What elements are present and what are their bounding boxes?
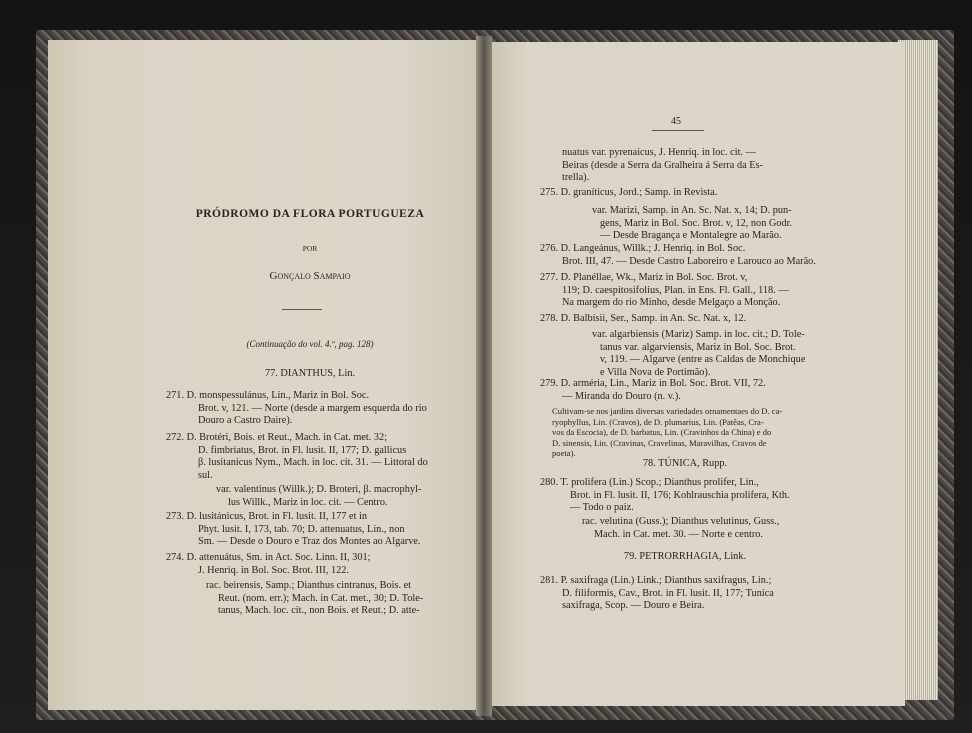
- genus-petrorrhagia-heading: [560, 551, 810, 564]
- line: Phyt. lusit. I, 173, tab. 70; D. attenuatus, Lin., non: [198, 523, 405, 535]
- page-number-rule: [652, 130, 704, 131]
- line: — Miranda do Douro (n. v.).: [562, 390, 681, 402]
- line: 281. P. saxifraga (Lin.) Link.; Dianthus saxifragus, Lin.;: [540, 575, 772, 586]
- line: Brot. III, 47. — Desde Castro Laboreiro e Larouco ao Marão.: [562, 255, 816, 267]
- line: 273. D. lusitánicus, Brot. in Fl. lusit. II, 177 et in: [166, 511, 368, 522]
- entry-275-var: [592, 205, 822, 243]
- entry-274: [166, 552, 446, 577]
- page-number: 45: [671, 116, 681, 127]
- entry-278-var: [592, 329, 822, 380]
- line: Brot. v, 121. — Norte (desde a margem esquerda do rio: [198, 402, 427, 414]
- genus-heading: 77. DIANTHUS, Lin.: [264, 368, 356, 379]
- line: lus Willk., Mariz in loc. cit. — Centro.: [228, 496, 388, 508]
- continuation-note: (Continuação do vol. 4.º, pag. 128): [246, 339, 374, 349]
- entry-279: [540, 378, 822, 403]
- line: 280. T. prolifera (Lin.) Scop.; Dianthus prolifer, Lin.,: [540, 477, 759, 488]
- line: — Desde Bragança e Montalegre ao Marão.: [600, 230, 782, 242]
- line: tanus, Mach. loc. cit., non Bois. et Reut.; D. atte-: [218, 605, 420, 617]
- line: poeta).: [552, 448, 576, 458]
- line: var. valentinus (Willk.); D. Broteri, β. macrophyl-: [216, 484, 422, 495]
- cultivation-note: [552, 406, 822, 459]
- title-rule: [282, 309, 322, 310]
- entry-271: [166, 390, 446, 428]
- entry-272-var: [216, 484, 446, 509]
- line: — Todo o paiz.: [570, 502, 634, 514]
- byline-por: POR: [302, 244, 318, 253]
- line: 79. PETRORRHAGIA, Link.: [623, 551, 747, 562]
- line: nuatus var. pyrenaicus, J. Henriq. in loc. cit. —: [562, 147, 756, 158]
- book-gutter: [476, 36, 492, 716]
- line: e Villa Nova de Portimão).: [600, 367, 711, 379]
- entry-273: [166, 511, 446, 549]
- line: D. fimbriatus, Brot. in Fl. lusit. II, 177; D. gallicus: [198, 444, 407, 456]
- entry-275: [540, 187, 820, 200]
- line: 275. D. graníticus, Jord.; Samp. in Revista.: [540, 187, 718, 198]
- entry-276: [540, 243, 822, 268]
- line: tanus var. algarviensis, Mariz in Bol. Soc. Brot.: [600, 341, 796, 353]
- line: saxifraga, Scop. — Douro e Beira.: [562, 600, 705, 612]
- line: J. Henriq. in Bol. Soc. Brot. III, 122.: [198, 564, 350, 576]
- line: Beiras (desde a Serra da Gralheira á Serra da Es-: [562, 159, 763, 171]
- page-title: PRÓDROMO DA FLORA PORTUGUEZA: [195, 208, 425, 220]
- line: v, 119. — Algarve (entre as Caldas de Monchique: [600, 354, 806, 366]
- line: Na margem do rio Minho, desde Melgaço a Monção.: [562, 297, 781, 309]
- line: Reut. (nom. err.); Mach. in Cat. met., 30; D. Tole-: [218, 592, 424, 604]
- line: trella).: [562, 172, 590, 184]
- line: var. Marizi, Samp. in An. Sc. Nat. x, 14; D. pun-: [592, 205, 792, 216]
- entry-274-cont: [562, 147, 822, 185]
- line: gens, Mariz in Bol. Soc. Brot. v, 12, non Godr.: [600, 217, 793, 229]
- line: Sm. — Desde o Douro e Traz dos Montes ao Algarve.: [198, 536, 421, 548]
- line: 272. D. Brotéri, Bois. et Reut., Mach. in Cat. met. 32;: [166, 432, 388, 443]
- line: D. filiformis, Cav., Brot. in Fl. lusit. II, 177; Tunica: [562, 587, 774, 599]
- line: 78. TÚNICA, Rupp.: [642, 458, 728, 469]
- line: ryophyllus, Lin. (Cravos), de D. plumarius, Lin. (Patêas, Cra-: [552, 416, 764, 427]
- entry-274-race: [206, 580, 446, 618]
- line: 278. D. Balbísii, Ser., Samp. in An. Sc. Nat. x, 12.: [540, 313, 747, 324]
- author-name: Gonçalo Sampaio: [269, 270, 351, 282]
- line: 119; D. caespitosifolius, Plan. in Ens. Fl. Gall., 118. —: [562, 284, 789, 296]
- line: rac. velutina (Guss.); Dianthus velutinus, Guss.,: [582, 516, 780, 527]
- line: Mach. in Cat. met. 30. — Norte e centro.: [594, 528, 763, 540]
- line: β. lusitanicus Nym., Mach. in loc. cit. 31. — Littoral do: [198, 457, 428, 469]
- line: vos da Escocia), de D. barbatus, Lin. (Cravinhos da China) e do: [552, 427, 772, 437]
- line: 271. D. monspessulánus, Lin., Mariz in Bol. Soc.: [166, 390, 370, 401]
- entry-278: [540, 313, 822, 326]
- line: sul.: [198, 470, 213, 482]
- entry-280: [540, 477, 822, 515]
- line: rac. beirensis, Samp.; Dianthus cintranus, Bois. et: [206, 580, 412, 591]
- entry-272: [166, 432, 446, 483]
- genus-tunica-heading: [560, 458, 810, 471]
- line: Brot. in Fl. lusit. II, 176; Kohlrauschia prolifera, Kth.: [570, 489, 790, 501]
- line: 279. D. arméria, Lin., Mariz in Bol. Soc. Brot. VII, 72.: [540, 378, 766, 389]
- line: D. sinensis, Lin. (Cravinas, Cravelinas, Maravilhas, Cravos de: [552, 437, 767, 448]
- line: Cultivam-se nos jardins diversas variedades ornamentaes do D. ca-: [552, 406, 783, 416]
- entry-277: [540, 272, 822, 310]
- line: 276. D. Langeánus, Willk.; J. Henriq. in Bol. Soc.: [540, 243, 746, 254]
- line: 274. D. attenuátus, Sm. in Act. Soc. Linn. II, 301;: [166, 552, 371, 563]
- line: var. algarbiensis (Mariz) Samp. in loc. cit.; D. Tole-: [592, 329, 805, 340]
- entry-280-race: [582, 516, 822, 541]
- line: Douro a Castro Daire).: [198, 415, 293, 427]
- line: 277. D. Planéllae, Wk., Mariz in Bol. Soc. Brot. v,: [540, 272, 748, 283]
- entry-281: [540, 575, 822, 613]
